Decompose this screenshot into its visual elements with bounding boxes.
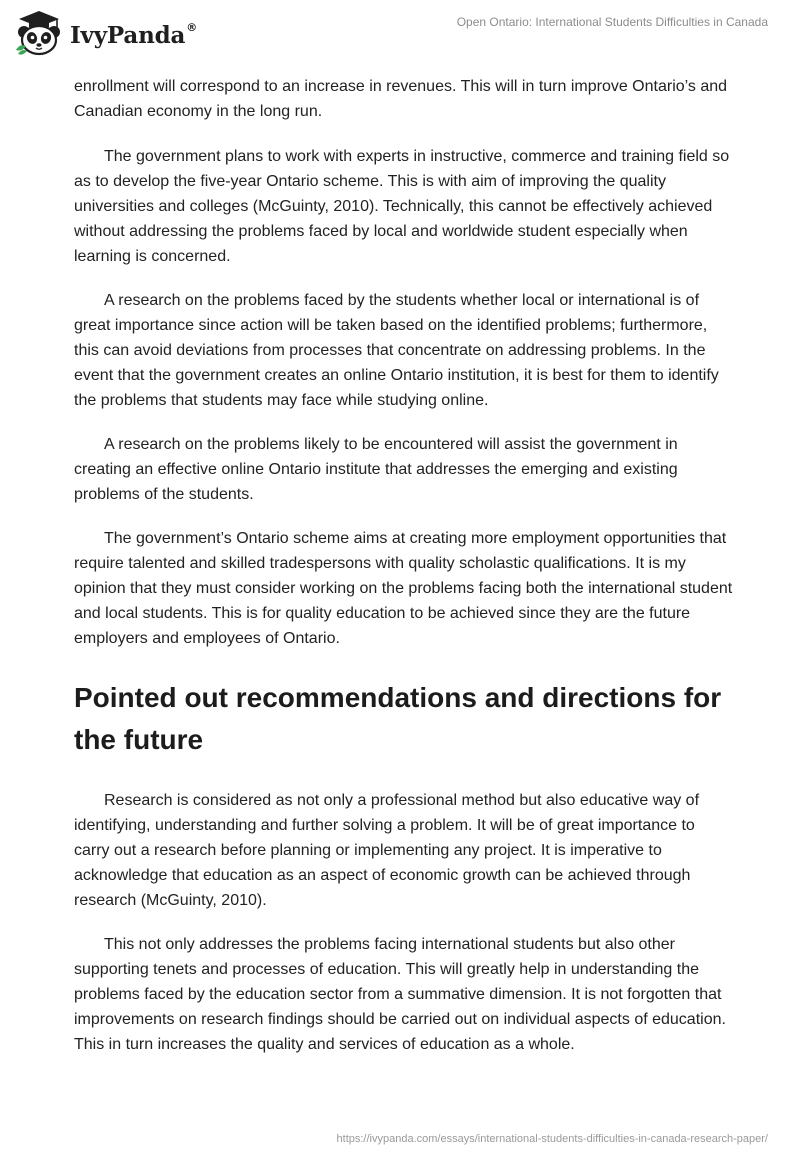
page-header — [0, 0, 800, 70]
paragraph-continued: enrollment will correspond to an increase in revenues. This will in turn improve Ontario’s and Canadian economy in the long run. — [74, 78, 728, 120]
paragraph: This not only addresses the problems facing international students but also other supporting tenets and processes of education. This will greatly help in understanding the problems faced by the education sector from a summative dimension. It is not forgotten that improvements on research findings should be carried out on individual aspects of education. This in turn increases the quality and services of education as a whole. — [74, 936, 726, 1053]
source-url[interactable]: https://ivypanda.com/essays/international-students-difficulties-in-canada-research-paper/ — [336, 1133, 768, 1145]
registered-mark: ® — [186, 20, 197, 34]
paragraph: The government’s Ontario scheme aims at creating more employment opportunities that require talented and skilled tradespersons with quality scholastic qualifications. It is my opinion that they must consider working on the problems facing both the international student and local students. This is for quality education to be achieved since they are the future employers and employees of Ontario. — [74, 530, 733, 647]
paragraph: A research on the problems faced by the students whether local or international is of great importance since action will be taken based on the identified problems; furthermore, this can avoid deviations from processes that concentrate on addressing problems. In the event that the government creates an online Ontario institution, it is best for them to identify the problems that students may face while studying online. — [74, 292, 719, 409]
document-title: Open Ontario: International Students Difficulties in Canada — [456, 15, 768, 29]
panda-graduate-icon — [14, 10, 64, 56]
logo-text: IvyPanda® — [70, 20, 197, 49]
ivypanda-logo[interactable] — [14, 10, 197, 56]
paragraph: The government plans to work with experts in instructive, commerce and training field so as to develop the five-year Ontario scheme. This is with aim of improving the quality universities and colleges (McGuinty, 2010). Technically, this cannot be effectively achieved without addressing the problems faced by local and worldwide student especially when learning is concerned. — [74, 148, 730, 265]
section-heading: Pointed out recommendations and directions for the future — [74, 682, 722, 755]
paragraph: Research is considered as not only a professional method but also educative way of identifying, understanding and further solving a problem. It will be of great importance to carry out a research before planning or implementing any project. It is imperative to acknowledge that education as an aspect of economic growth can be achieved through research (McGuinty, 2010). — [74, 792, 700, 909]
essay-body — [74, 74, 734, 1076]
paragraph: A research on the problems likely to be encountered will assist the government in creating an effective online Ontario institute that addresses the emerging and existing problems of the students. — [74, 436, 678, 503]
